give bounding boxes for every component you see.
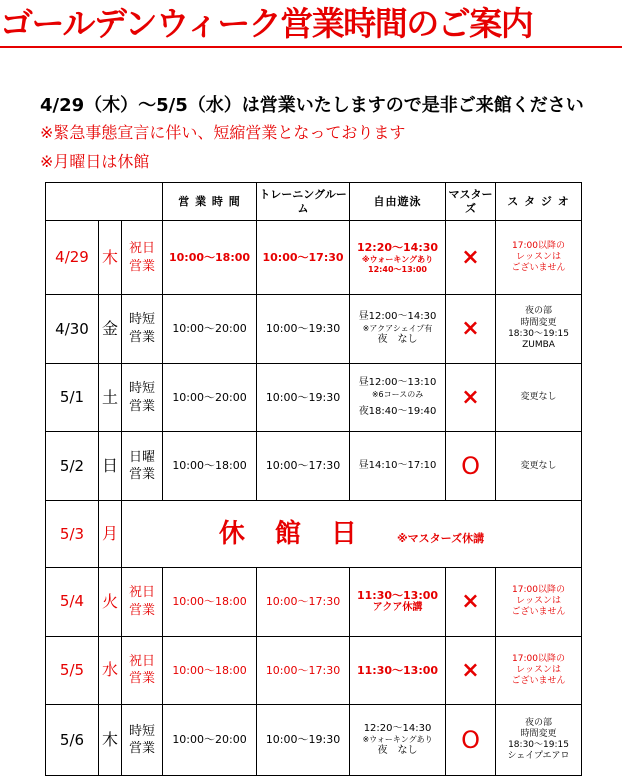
swim-sub: ※ウォーキングあり 12:40～13:00 <box>361 254 434 274</box>
weekday-cell: 土 <box>99 363 122 432</box>
masters-cell: O <box>446 432 496 501</box>
type-cell: 祝日 営業 <box>122 567 163 636</box>
training-cell: 10:00～17:30 <box>257 567 350 636</box>
swim-main: 昼14:10～17:10 <box>358 460 437 472</box>
swim-extra: 夜 なし <box>377 745 418 757</box>
swim-cell <box>350 567 446 636</box>
swim-extra: 夜 なし <box>377 333 418 345</box>
header-swim: 自由遊泳 <box>350 183 446 221</box>
swim-sub: ※アクアシェイプ有 <box>362 323 433 333</box>
type-cell: 祝日 営業 <box>122 221 163 295</box>
table-row <box>46 221 582 295</box>
table-row <box>46 636 582 705</box>
schedule-table <box>45 182 582 776</box>
page-title: ゴールデンウィーク営業時間のご案内 <box>0 4 533 43</box>
weekday-cell: 火 <box>99 567 122 636</box>
type-cell: 時短 営業 <box>122 363 163 432</box>
weekday-cell: 金 <box>99 295 122 364</box>
training-cell: 10:00～19:30 <box>257 363 350 432</box>
training-cell: 10:00～19:30 <box>257 295 350 364</box>
swim-main: 11:30～13:00 <box>357 663 439 677</box>
header-hours: 営 業 時 間 <box>163 183 257 221</box>
type-cell: 日曜 営業 <box>122 432 163 501</box>
training-cell: 10:00～17:30 <box>257 636 350 705</box>
swim-main: 昼12:00～13:10 <box>358 377 437 389</box>
swim-cell <box>350 295 446 364</box>
type-cell: 時短 営業 <box>122 705 163 776</box>
date-cell: 4/29 <box>46 221 99 295</box>
swim-sub: ※ウォーキングあり <box>362 735 433 745</box>
hours-cell: 10:00～18:00 <box>163 636 257 705</box>
table-row <box>46 567 582 636</box>
swim-cell <box>350 705 446 776</box>
studio-cell: 17:00以降の レッスンは ございません <box>496 221 582 295</box>
studio-cell: 夜の部 時間変更 18:30～19:15 ZUMBA <box>496 295 582 364</box>
header-training: トレーニングルーム <box>257 183 350 221</box>
header-masters: マスターズ <box>446 183 496 221</box>
header-blank <box>46 183 163 221</box>
weekday-cell: 日 <box>99 432 122 501</box>
date-cell: 4/30 <box>46 295 99 364</box>
date-cell: 5/5 <box>46 636 99 705</box>
training-cell: 10:00～19:30 <box>257 705 350 776</box>
date-cell: 5/4 <box>46 567 99 636</box>
masters-cell: × <box>446 636 496 705</box>
type-cell: 祝日 営業 <box>122 636 163 705</box>
date-cell: 5/1 <box>46 363 99 432</box>
masters-cell: × <box>446 295 496 364</box>
date-cell: 5/6 <box>46 705 99 776</box>
header-studio: ス タ ジ オ <box>496 183 582 221</box>
masters-cell: × <box>446 363 496 432</box>
swim-main: 11:30～13:00 <box>357 588 439 602</box>
studio-cell: 変更なし <box>496 432 582 501</box>
swim-cell <box>350 363 446 432</box>
hours-cell: 10:00～20:00 <box>163 363 257 432</box>
title-underline <box>0 46 622 48</box>
table-row <box>46 432 582 501</box>
hours-cell: 10:00～18:00 <box>163 567 257 636</box>
date-cell: 5/3 <box>46 501 99 568</box>
swim-sub: ※6コースのみ <box>371 389 424 399</box>
swim-cell <box>350 432 446 501</box>
weekday-cell: 水 <box>99 636 122 705</box>
studio-cell: 夜の部 時間変更 18:30～19:15 シェイプエアロ <box>496 705 582 776</box>
monday-closed-notice: ※月曜日は休館 <box>40 152 150 171</box>
hours-cell: 10:00～20:00 <box>163 705 257 776</box>
weekday-cell: 木 <box>99 705 122 776</box>
table-row <box>46 363 582 432</box>
table-row <box>46 295 582 364</box>
header-row <box>46 183 582 221</box>
weekday-cell: 木 <box>99 221 122 295</box>
training-cell: 10:00～17:30 <box>257 221 350 295</box>
main-notice: 4/29（木）～5/5（水）は営業いたしますので是非ご来館ください <box>40 95 584 116</box>
masters-cell: × <box>446 567 496 636</box>
swim-cell <box>350 221 446 295</box>
table-row <box>46 705 582 776</box>
swim-cell <box>350 636 446 705</box>
swim-main: 12:20～14:30 <box>363 722 432 734</box>
type-cell: 時短 営業 <box>122 295 163 364</box>
closed-note: ※マスターズ休講 <box>396 531 485 545</box>
table-row <box>46 501 582 568</box>
studio-cell: 17:00以降の レッスンは ございません <box>496 567 582 636</box>
hours-cell: 10:00～18:00 <box>163 432 257 501</box>
masters-cell: × <box>446 221 496 295</box>
closed-label: 休館日 <box>218 518 387 549</box>
weekday-cell: 月 <box>99 501 122 568</box>
studio-cell: 変更なし <box>496 363 582 432</box>
hours-cell: 10:00～18:00 <box>163 221 257 295</box>
studio-cell: 17:00以降の レッスンは ございません <box>496 636 582 705</box>
emergency-notice: ※緊急事態宣言に伴い、短縮営業となっております <box>40 123 406 142</box>
date-cell: 5/2 <box>46 432 99 501</box>
swim-main: 昼12:00～14:30 <box>358 311 437 323</box>
masters-cell: O <box>446 705 496 776</box>
closed-day-cell <box>122 501 582 568</box>
swim-extra: 夜18:40～19:40 <box>358 405 437 417</box>
swim-main: 12:20～14:30 <box>357 240 439 254</box>
swim-sub: アクア休講 <box>372 602 423 614</box>
hours-cell: 10:00～20:00 <box>163 295 257 364</box>
training-cell: 10:00～17:30 <box>257 432 350 501</box>
